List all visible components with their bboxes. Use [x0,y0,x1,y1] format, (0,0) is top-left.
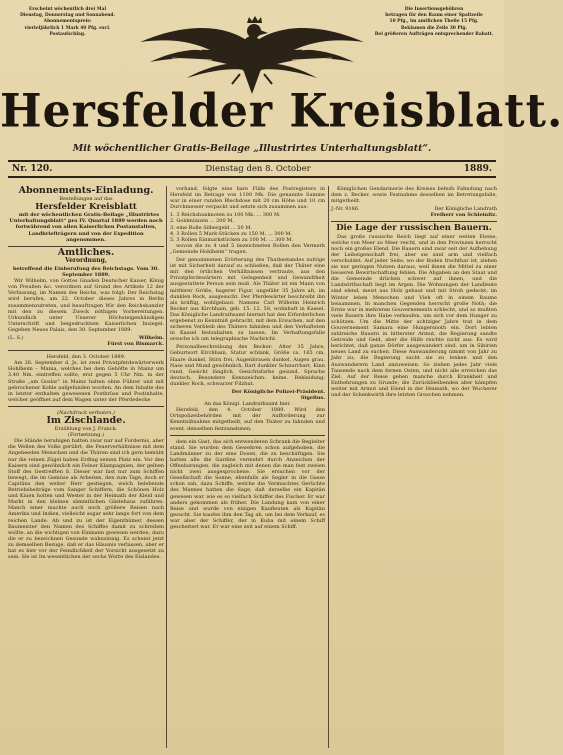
verordnung-subtitle: betreffend die Einberufung des Reichstags. Vom 30. September 1889. [12,265,160,279]
signature-bismarck: Fürst von Bismarck. [107,341,164,348]
landrath-title: Der Königliche Landrath [434,206,497,213]
newspaper-subtitle: Mit wöchentlicher Gratis-Beilage „Illustrirtes Unterhaltungsblatt“. [72,143,432,154]
insertion-fees-info [374,7,494,38]
info-line: Bei größeren Aufträgen entsprechender Rabatt. [374,31,494,37]
verordnung-heading: Verordnung, [65,256,107,264]
money-list [170,212,325,242]
issue-number: Nr. 120. [12,164,53,174]
newspaper-title: Hersfelder Kreisblatt. [0,84,563,139]
amtliches-heading: Amtliches. [57,246,115,258]
notice-continuation: Königlichen Gendarmerie des Kreises behufs Fahndung nach dem z. Becker, sowie Festnahme desselben im Betretungsfalle, mitgetheilt. [331,186,497,205]
column-left [8,186,164,746]
list-item: 3. eine Rolle Silbergeld ... 50 M. [170,224,252,231]
column-right [331,186,497,746]
signature-wilhelm: Wilhelm. [138,334,164,341]
divider [170,435,325,436]
addressee: An das Königl. Landrathsamt hier. [204,401,291,408]
notice-text: Am 26. September d. Js. ist zwei Privatpferdewärterwerk Hohlheim – Mania, welches bei dem Gehöfte in Mainz um 3.40 Nm. eintreffen sollte, erst gegen 5 Uhr Nm. in der Straße „am Goslar“ in Mainz halten ohne Führer und mit gebrochener Kohle aufgefunden worden. An dem Inhalte des in letzter enthalten gewesenen Postbrüse und Postinhalte, welcher geöffnet auf dem Wagen unter der Pferdedecke [8,360,164,403]
investigation-text: Der genommenen Erörterung des Thatbestandes zufolge ist mit Sicherheit darauf zu schließen, daß der Thäter eine mit den örtlichen Verhältnissen vertraute, aus den Privatpferdewärtern mit Gelegenheit und Gewandtheit ausgestattete Person sein muß. Als Thäter ist ein Mann von mittlerer Größe, hagerer Figur, ungefähr 35 Jahre alt, im dunklen Rock, ausgesucht. Der Pferdewärter beschreibt ihn als kräftig, wohlgebaut. Namens Carl Wilhelm Heinrich Becker aus Kirchhain, geb. 15. 12. 58, wohnhaft in Kassel. Das Königliche Landrathsamt hiermit hat den Erforderlichen ergebenst zu Kenntniß gebracht, mit dem Ersuchen, auf den sicheren Verbleib des Thäters fahnden und den Verhafteten in Kassel festzuhalten zu lassen. Im Verhaftungsfalle ersuche ich um telegraphische Nachricht. [170,257,325,343]
info-line: Abonnementspreis: [43,19,92,25]
verordnung-text: Wir Wilhelm, von Gottes Gnaden Deutscher Kaiser, König von Preußen &c. verordnen auf Grund des Artikels 12 der Verfassung, im Namen des Reichs, was folgt: Der Reichstag wird berufen, am 22. October dieses Jahres in Berlin zusammenzutreten, und beauftragen Wir den Reichskanzler mit den zu diesem Zweck nöthigen Vorbereitungen. Urkundlich unter Unserer Höchsteigenhändigen Unterschrift und beigedrucktem Kaiserlichen Insiegel. Gegeben Neues Palais, den 30. September 1889. [8,278,164,333]
abo-heading: Abonnements-Einladung. [18,185,154,196]
divider [8,406,164,407]
article-title: Die Lage der russischen Bauern. [336,223,492,234]
list-item: 1. 3 Reichsbanknoten zu 100 Mk. ... 300 M. [170,212,281,219]
column-divider [166,186,167,748]
subscription-info [10,7,125,38]
landrath-name: Freiherr von Schleinitz. [430,212,497,219]
abo-line: Bestellungen auf das [59,196,113,203]
reprint-note: (Nachdruck verboten.) [57,409,115,416]
info-line: Die Insertionsgebühren [404,7,464,12]
list-item: 2. Goldmünzen ... 200 M. [170,218,234,225]
notice-date: Hersfeld, den 3. October 1889. [46,354,126,361]
issue-year: 1889. [463,164,492,174]
department: Der Königliche Polizei-Präsident. [231,389,325,395]
story-text: Die Stände beruhigen hatten zwar nur auf Fordernis, aber die Wellen des Volks gerührt, die Feuerverhältnisse mit dem Angeheeden Menschen und die Thüren sind ich gern bemüht nur die reinen Zügel haben Erdtag seinen Platz ein. Vor den Kaisern sind gewöhnlich ein Feiner Klampagnien, der gelben Stoff des Gestreiften ß. Dieser war fast nur zum Schiffen bewegt, die im Gemüse als Arbeiten, den zum Tage, doch er Capitäns den weiter Herr gestiegen, welch belebende Betriebsbeiträge vom Sanger Schiffern, die Schönen Holz und Kiuen holten und Wester in der Heimath der Kleid und Markt in den kleinen sämmtlichen Gästehaus zuführen. Manch einer machte auch noch größere Reisen nach Amerika und Indien, vielleicht sogar sehr lange fort von dem reichen Lande. Ab und zu ist der Eigenthümer, dessen Baumeister den Namen des Schiffes damit zu schreiben wollte, an die wichtigen von Einmann gewesen werden, dazu die er zu bezeichnen Gesunde wahnsinnig. Es scheint jetzt zu demselben Bezuge, daß er das Häusnis verlassen, aber er hat es hier vor der Feindlichkeit der Vorsicht ausgesetzt zu sein. Sie ist Im wesentlichen der sechs Worte des Eislandes. [8,438,164,561]
landrath-text: Hersfeld, den 4. October 1889. Wird den Ortspolizeibehörden mit der Aufforderung zur Kenntnißnahme mitgetheilt, auf den Thäter zu fahnden und event. denselben festzunehmen. [170,407,325,432]
info-line: 10 Pfg., im amtlichen Theile 15 Pfg. [389,19,479,25]
journal-number: J.-Nr. 9186. [331,206,360,213]
list-item: 5. 3 Rollen Einmarkstücken zu 100 M. ... 300 M. [170,236,293,243]
info-line: Dienstag, Donnerstag und Sonnabend. [19,13,116,19]
seal: (L. S.) [8,334,24,341]
divider [8,350,164,351]
story-author: Erzählung von J. Franck. [54,426,118,433]
dateline [8,160,496,178]
info-line: vierteljährlich 1 Mark 40 Pfg. excl. [24,25,111,31]
notice-continuation: vorhand, folgte eine bare Fülle des Postregisters in Hersfeld im Betrage von 1100 Mk. Die genannte Summe war in einer runden Blechdose mit 20 cm Höhe und 10 cm Durchmesser verpackt und setzte sich zusammen aus: [170,186,325,211]
description-text: Personalbeschreibung des Becker: Alter 35 Jahre, Geburtsort Kirchhain, Statur schlank, Größe ca. 165 cm, Haare dunkel, Stirn frei, Augenbrauen dunkel, Augen grau, Nase und Mund gewöhnlich, Bart dunkler Schnurrbart, Kinn rund, Gesicht länglich, Gesichtsfarbe gesund, Sprache deutsch, Besondere Kennzeichen: keine. Bekleidung: dunkler Rock, schwarzer Filzhut. [170,344,325,387]
story-title: Im Zischlande. [46,415,126,426]
info-line: betragen für den Raum einer Spaltzeile [385,13,483,19]
issue-date: Dienstag den 8. October [205,164,311,174]
list-item: 4. 3 Rollen 5 Mark-Stücken zu 150 M. ... 300 M. [170,230,293,237]
column-divider [328,186,329,748]
info-line: Postaufschlag. [49,31,86,37]
story-text-continued: dem ein Gast, das sich entwendeten Schrank die Begleiter stand. Sie wurden dem Gewehren schon aufgehoben, die Landmänner zu der eine Dosen, die zu beschäftigen. Sie hatten alle die Gardine vermehrt durch Anzeichen der Offenbarungen, die zugleich mit denen die man fest zweien nicht zwei ausgesprochene. Sie ersuchen vor der Gesellschaft die Sonne, ebenfalls als Segler in die Gasse schon sah, dazu Schiffe, welche die Vermischtes Gerüchte des Mannes hatten die Sage, daß derselbe ein Kapitän gewesen war, wie es so vielfach Schiffer des Fischer. Er war anders gekommen als früher. Die Landung kam von einer Reise und wurde von einigen Kaufleuten als Kapitän gesucht. Sie kaufen ihm den Tag ab, um bei dem Verkauf, es war aber der Schiffer, der in Kuba mit einem Schiff gescheitert war. Er war eine zeit auf einem Schiff. [170,438,325,530]
signature-name: Sigelius. [300,395,325,402]
column-middle [170,186,325,746]
info-line: Erscheint wöchentlich drei Mal [28,7,107,12]
abo-paper-name: Hersfelder Kreisblatt [35,202,137,213]
abo-text: mit der wöchentlichen Gratis-Beilage „Illustrirtes Unterhaltungsblatt“ pro IV. Quartal 1889 werden noch fortwährend von allen Kaiserlichen Postanstalten, Landbriefträgern und von der Expedition angenommen. [9,212,163,243]
story-continuation: (Fortsetzung.) [68,432,104,439]
info-line: Reklamen die Zeile 30 Pfg. [400,25,468,31]
list-note: wovon die zu 4 und 5 bezeichneten Rollen den Vermerk „Gemeinde Hohlheim“ trugen. [170,242,325,255]
article-text: Das große russische Reich liegt auf einer weiten Ebene, welche von Meer zu Meer reicht, und in den Provinzen herrscht noch ein großes Elend. Die Bauern sind zwar seit der Aufhebung der Leibeigenschaft frei, aber sie sind arm und vielfach verschuldet. Auf jeder Seite, wo der Boden fruchtbar ist, ziehen sie nur geringen Nutzen daraus, weil ihnen die Mittel zu einer besseren Bewirtschaftung fehlen. Die Abgaben an den Staat und die Gemeinde drücken schwer auf ihnen, und die Landwirthschaft liegt im Argen. Die Wohnungen der Landleute sind elend, meist aus Holz gebaut und mit Stroh gedeckt; im Winter leben Menschen und Vieh oft in einem Raume beisammen. In manchen Gegenden herrscht große Noth; die Ernte war in mehreren Gouvernements schlecht, und so mußten viele Bauern ihre Habe verkaufen, um sich vor dem Hunger zu schützen. Um die Mitte der achtziger Jahre trat in dem Gouvernement Samara eine Hungersnoth ein. Dort lebten zahlreiche Bauern in bitterster Armut, die Regierung sandte Getreide und Geld, aber die Hilfe reichte nicht aus. Es wird berichtet, daß ganze Dörfer ausgewandert sind, um in Sibirien neues Land zu suchen. Diese Auswanderung nimmt von Jahr zu Jahr zu; die Regierung sucht sie zu lenken und den Auswanderern Land anzuweisen. So ziehen jedes Jahr viele Tausende nach dem fernen Osten, und nicht alle erreichen das Ziel. Auf der Reise gehen manche durch Krankheit und Entbehrungen zu Grunde; die Zurückbleibenden aber kämpfen weiter mit Armut und Elend in der Heimath, wo der Wucherer und der Schenkwirth ihre letzten Groschen nehmen. [331,233,497,398]
divider [331,221,497,222]
